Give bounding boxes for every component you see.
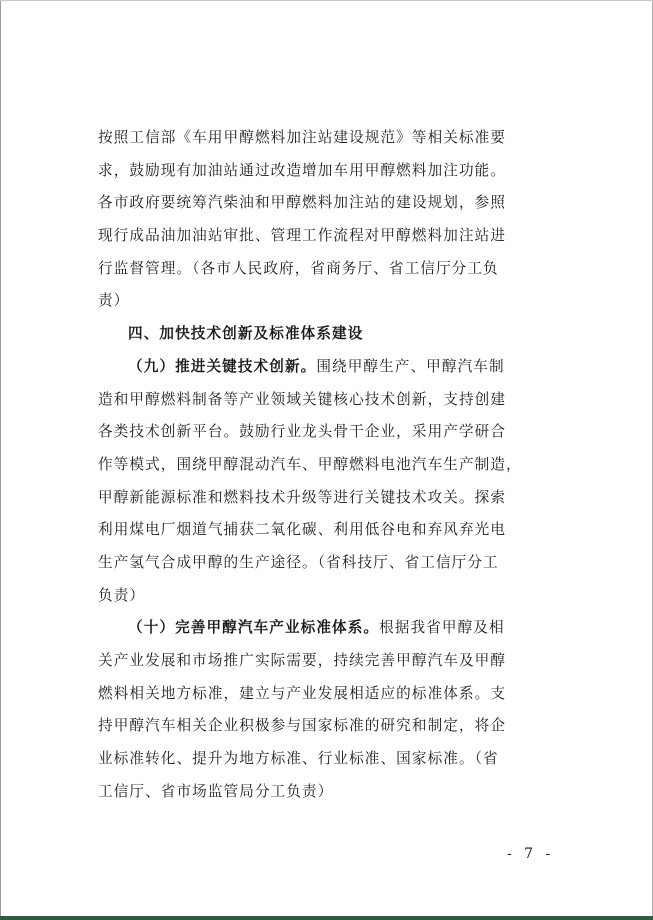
text-line: 关产业发展和市场推广实际需要，持续完善甲醇汽车及甲醇 xyxy=(98,652,507,669)
text-line: 各市政府要统筹汽柴油和甲醇燃料加注站的建设规划，参照 xyxy=(98,194,507,212)
paragraph-fuel-station xyxy=(98,122,556,318)
text-line: 责） xyxy=(98,292,130,310)
text-line: 持甲醇汽车相关企业积极参与国家标准的研究和制定，将企 xyxy=(98,717,507,735)
text-line: 燃料相关地方标准，建立与产业发展相适应的标准体系。支 xyxy=(98,684,507,702)
text-line: 求，鼓励现有加油站通过改造增加车用甲醇燃料加注功能。 xyxy=(98,161,507,179)
page-left-edge xyxy=(0,0,1,920)
text-line: 生产氢气合成甲醇的生产途径。（省科技厅、省工信厅分工 xyxy=(98,553,499,571)
text-line: 现行成品油加油站审批、管理工作流程对甲醇燃料加注站进 xyxy=(98,227,507,245)
paragraph-title: （九）推进关键技术创新。 xyxy=(128,357,317,375)
text-line: 按照工信部《车用甲醇燃料加注站建设规范》等相关标准要 xyxy=(98,129,507,146)
text-line: 业标准转化、提升为地方标准、行业标准、国家标准。（省 xyxy=(98,750,499,768)
document-body xyxy=(98,122,556,808)
paragraph-standards xyxy=(98,612,556,808)
text-line: 工信厅、省市场监管局分工负责） xyxy=(98,782,334,800)
paragraph-tech-innovation xyxy=(98,351,556,613)
text-line: 甲醇新能源标准和燃料技术升级等进行关键技术攻关。探索 xyxy=(98,488,507,506)
text-line: 负责） xyxy=(98,586,146,604)
paragraph-title: （十）完善甲醇汽车产业标准体系。 xyxy=(128,619,380,637)
page-number: - 7 - xyxy=(507,846,555,862)
page-top-edge xyxy=(0,0,653,1)
section-heading: 四、加快技术创新及标准体系建设 xyxy=(128,325,364,343)
text-line: 各类技术创新平台。鼓励行业龙头骨干企业，采用产学研合 xyxy=(98,423,507,441)
bottom-strip xyxy=(0,916,653,920)
text-line: 利用煤电厂烟道气捕获二氧化碳、利用低谷电和弃风弃光电 xyxy=(98,521,507,539)
text-line xyxy=(98,612,556,645)
text-fragment: 根据我省甲醇及相 xyxy=(379,619,505,637)
text-line xyxy=(98,351,556,384)
text-line: 行监督管理。（各市人民政府，省商务厅、省工信厅分工负 xyxy=(98,259,499,277)
text-line: 造和甲醇燃料制备等产业领域关键核心技术创新，支持创建 xyxy=(98,390,507,408)
text-line: 作等模式，围绕甲醇混动汽车、甲醇燃料电池汽车生产制造， xyxy=(98,455,522,473)
text-fragment: 围绕甲醇生产、甲醇汽车制 xyxy=(316,357,505,375)
